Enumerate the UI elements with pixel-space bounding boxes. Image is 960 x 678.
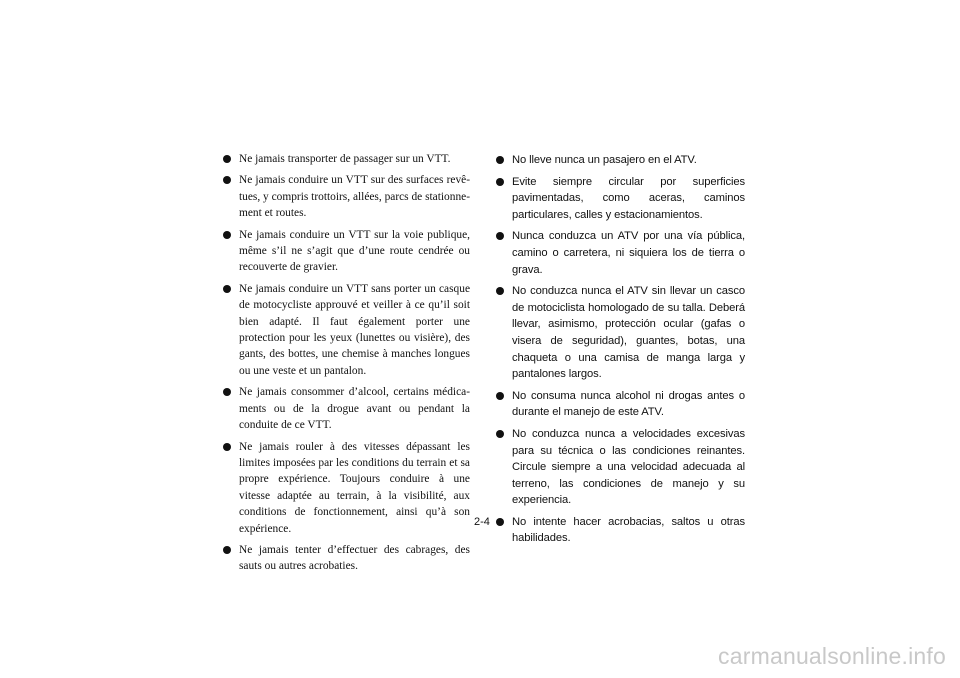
list-item-text: Ne jamais transporter de passager sur un VTT. [239, 153, 451, 165]
list-item-text: Ne jamais conduire un VTT sans porter un casque de motocycliste approuvé et veiller à ce qu’il soit bien adapté. Il faut également porter une protection pour les yeux (lunettes ou visière), des gants, des bottes, une chemise à manches longues ou une veste et un pantalon. [239, 282, 470, 377]
bullet-icon [496, 156, 504, 164]
list-item-text: No conduzca nunca el ATV sin llevar un casco de motociclista homologado de su talla. Deberá llevar, asimismo, protección ocular (gafas o visera de seguridad), guantes, botas, una chaqueta o una camisa de manga larga y pantalones largos. [512, 285, 745, 381]
bullet-icon [496, 392, 504, 400]
bullet-icon [496, 232, 504, 240]
bullet-icon [223, 388, 231, 396]
list-item [222, 281, 470, 379]
list-item [222, 151, 470, 167]
list-item [222, 542, 470, 575]
list-item-text: Nunca conduzca un ATV por una vía pública, camino o carretera, ni siquiera los de tierra o grava. [512, 230, 745, 276]
bullet-icon [223, 546, 231, 554]
list-item [495, 388, 745, 421]
list-item [222, 172, 470, 221]
list-item-text: Evite siempre circular por superficies pavimentadas, como aceras, caminos particulares, calles y estacionamientos. [512, 175, 745, 221]
list-item-text: Ne jamais tenter d’effectuer des cabrages, des sauts ou autres acrobaties. [239, 543, 470, 573]
watermark: carmanualsonline.info [718, 643, 946, 669]
list-item [222, 384, 470, 433]
bullet-icon [223, 285, 231, 293]
bullet-icon [223, 176, 231, 184]
page-number: 2-4 [474, 516, 490, 528]
french-safety-list [222, 151, 470, 580]
bullet-icon [223, 231, 231, 239]
bullet-icon [223, 443, 231, 451]
list-item-text: No lleve nunca un pasajero en el ATV. [512, 154, 697, 166]
list-item-text: Ne jamais consommer d’alcool, certains médicaments ou de la drogue avant ou pendant la conduite de ce VTT. [239, 386, 470, 432]
list-item [495, 228, 745, 278]
bullet-icon [496, 178, 504, 186]
list-item [495, 514, 745, 547]
bullet-icon [496, 287, 504, 295]
list-item-text: No consuma nunca alcohol ni drogas antes o durante el manejo de este ATV. [512, 389, 745, 419]
list-item-text: No conduzca nunca a velocidades excesivas para su técnica o las condiciones reinantes. Circule siempre a una velocidad adecuada al terreno, las condiciones de manejo y su experiencia. [512, 427, 745, 507]
list-item [495, 426, 745, 509]
bullet-icon [496, 430, 504, 438]
list-item-text: Ne jamais conduire un VTT sur des surfaces revêtues, y compris trottoirs, allées, parcs de stationnement et routes. [239, 174, 470, 220]
list-item-text: No intente hacer acrobacias, saltos u otras habilidades. [512, 515, 745, 545]
spanish-safety-list [495, 152, 745, 552]
list-item-text: Ne jamais rouler à des vitesses dépassant les limites imposées par les conditions du terrain et sa propre expérience. Toujours conduire à une vitesse adaptée au terrain, à la visibilité, aux conditions de fonctionnement, ainsi qu’à son expérience. [239, 440, 470, 535]
bullet-icon [496, 518, 504, 526]
bullet-icon [223, 155, 231, 163]
list-item [222, 227, 470, 276]
list-item-text: Ne jamais conduire un VTT sur la voie publique, même s’il ne s’agit que d’une route cendrée ou recouverte de gravier. [239, 228, 470, 274]
list-item [222, 439, 470, 537]
list-item [495, 283, 745, 383]
list-item [495, 152, 745, 169]
list-item [495, 174, 745, 224]
